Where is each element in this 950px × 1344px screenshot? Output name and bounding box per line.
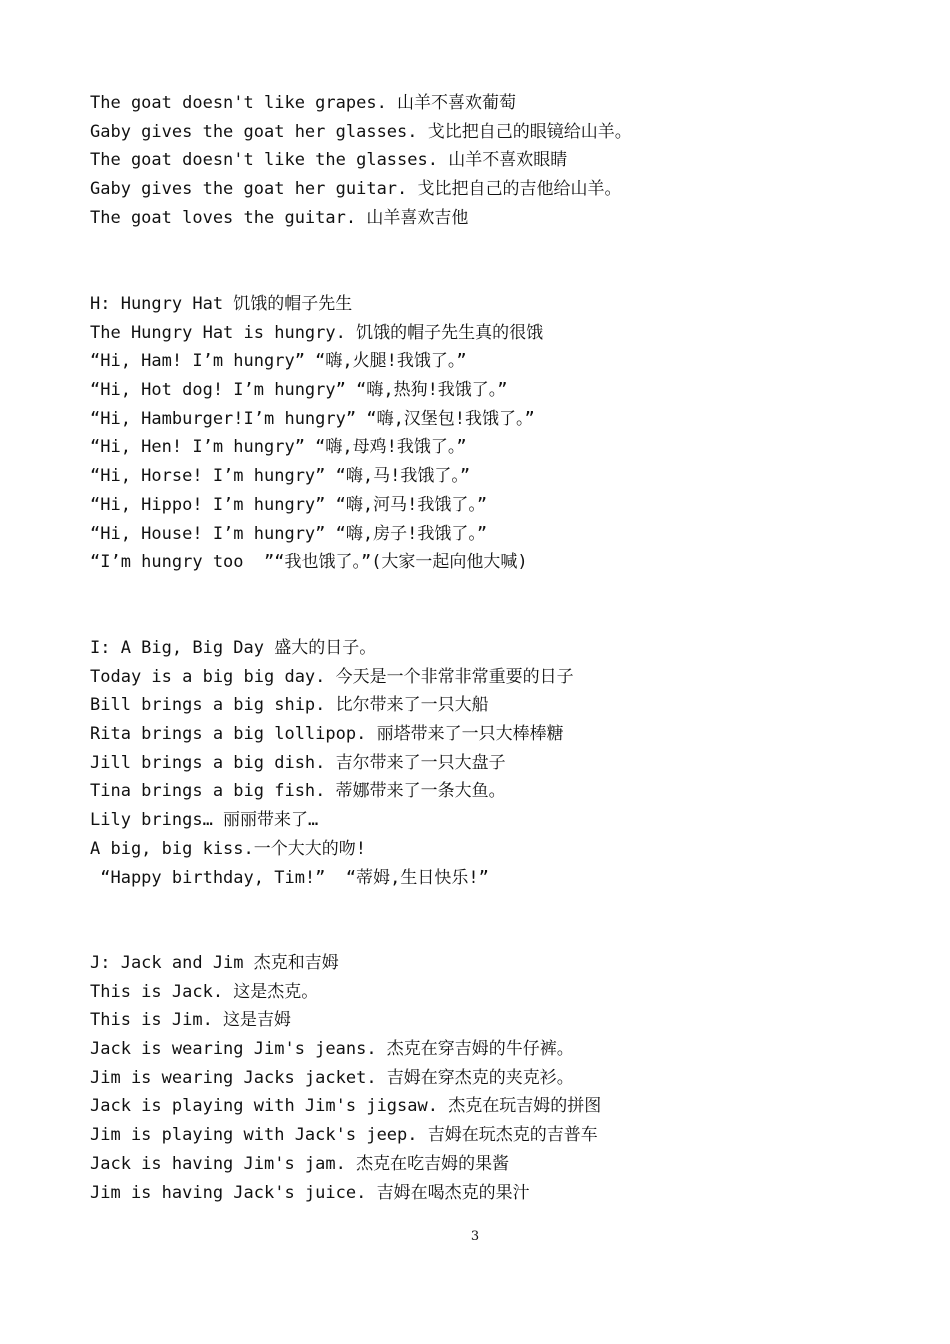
text-line: The goat doesn't like grapes. 山羊不喜欢葡萄: [90, 93, 517, 113]
text-line: Gaby gives the goat her guitar. 戈比把自己的吉他给山羊。: [90, 179, 622, 200]
text-line: Lily brings… 丽丽带来了…: [90, 810, 319, 831]
section-goat-text: [90, 89, 890, 232]
section-heading: I: A Big, Big Day 盛大的日子。: [90, 638, 377, 658]
text-line: “Hi, Ham! I’m hungry” “嗨,火腿!我饿了。”: [90, 351, 467, 372]
section-heading: J: Jack and Jim 杰克和吉姆: [90, 953, 339, 973]
text-line: “Happy birthday, Tim!” “蒂姆,生日快乐!”: [90, 867, 489, 888]
section-jack-and-jim: [90, 949, 890, 1207]
text-line: This is Jack. 这是杰克。: [90, 981, 319, 1002]
text-line: Tina brings a big fish. 蒂娜带来了一条大鱼。: [90, 781, 506, 802]
section-big-day: [90, 634, 890, 892]
text-line: Gaby gives the goat her glasses. 戈比把自己的眼镜给山羊。: [90, 121, 632, 142]
text-line: “Hi, House! I’m hungry” “嗨,房子!我饿了。”: [90, 523, 488, 544]
text-line: A big, big kiss.一个大大的吻!: [90, 838, 366, 859]
section-heading: H: Hungry Hat 饥饿的帽子先生: [90, 294, 353, 314]
text-line: Jack is having Jim's jam. 杰克在吃吉姆的果酱: [90, 1153, 510, 1174]
text-line: Jim is having Jack's juice. 吉姆在喝杰克的果汁: [90, 1182, 530, 1203]
text-line: Today is a big big day. 今天是一个非常非常重要的日子: [90, 666, 574, 687]
section-hungry-hat: [90, 290, 890, 577]
text-line: “I’m hungry too ”“我也饿了。”(大家一起向他大喊): [90, 552, 528, 573]
text-line: “Hi, Hen! I’m hungry” “嗨,母鸡!我饿了。”: [90, 437, 467, 458]
text-line: “Hi, Hot dog! I’m hungry” “嗨,热狗!我饿了。”: [90, 380, 508, 401]
text-line: Jack is playing with Jim's jigsaw. 杰克在玩吉姆的拼图: [90, 1096, 602, 1117]
text-line: Jim is wearing Jacks jacket. 吉姆在穿杰克的夹克衫。: [90, 1067, 574, 1088]
text-line: The goat loves the guitar. 山羊喜欢吉他: [90, 207, 469, 228]
text-line: Rita brings a big lollipop. 丽塔带来了一只大棒棒糖: [90, 724, 564, 745]
text-line: Jack is wearing Jim's jeans. 杰克在穿吉姆的牛仔裤。: [90, 1039, 574, 1060]
text-line: Jim is playing with Jack's jeep. 吉姆在玩杰克的吉普车: [90, 1125, 598, 1146]
text-line: “Hi, Hamburger!I’m hungry” “嗨,汉堡包!我饿了。”: [90, 408, 535, 429]
text-line: This is Jim. 这是吉姆: [90, 1010, 292, 1031]
page-number: 3: [470, 1229, 480, 1244]
text-line: The goat doesn't like the glasses. 山羊不喜欢眼睛: [90, 150, 568, 171]
text-line: “Hi, Horse! I’m hungry” “嗨,马!我饿了。”: [90, 466, 471, 487]
text-line: Jill brings a big dish. 吉尔带来了一只大盘子: [90, 752, 506, 773]
text-line: “Hi, Hippo! I’m hungry” “嗨,河马!我饿了。”: [90, 494, 488, 515]
text-line: The Hungry Hat is hungry. 饥饿的帽子先生真的很饿: [90, 322, 544, 343]
text-line: Bill brings a big ship. 比尔带来了一只大船: [90, 695, 489, 716]
